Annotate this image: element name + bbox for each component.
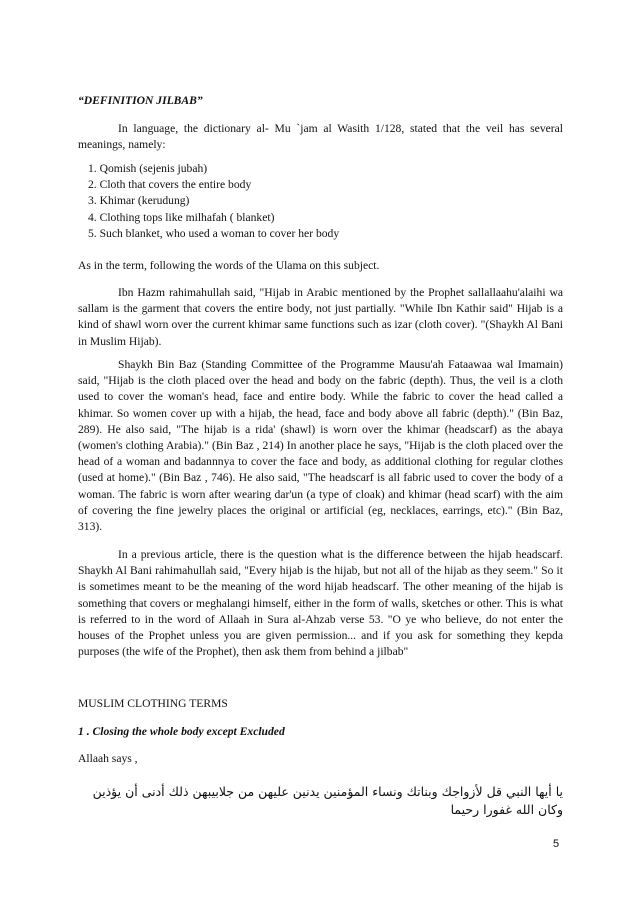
definition-heading: “DEFINITION JILBAB” xyxy=(78,94,203,107)
list-item: 3. Khimar (kerudung) xyxy=(88,194,190,208)
ibn-hazm-paragraph: Ibn Hazm rahimahullah said, "Hijab in Arabic mentioned by the Prophet sallallaahu'alaihi wa sallam is the garment that covers the entire body, not just partially. "While Ibn Kathir said" Hijab is a kind of shawl worn over the current khimar same functions such as izar (cloth cover). "(Shaykh Al Bani in Muslim Hijab). xyxy=(78,286,563,348)
list-item: 5. Such blanket, who used a woman to cover her body xyxy=(88,226,340,240)
list-item: 1. Qomish (sejenis jubah) xyxy=(88,162,208,175)
list-item: 2. Cloth that covers the entire body xyxy=(88,178,252,192)
meanings-list xyxy=(88,161,339,242)
bin-baz-paragraph: Shaykh Bin Baz (Standing Committee of the Programme Mausu'ah Fataawaa wal Imamain) said, "Hijab is the cloth placed over the head and body on the fabric (depth). Thus, the veil is a cloth used to cover the woman's head, face and entire body. While the fabric to cover the head called a khimar. So women cover up with a hijab, the head, face and body above all fabric (depth)." (Bin Baz, 289). He also said, "The hijab is a rida' (shawl) is worn over the khimar (headscarf) as the abaya (women's clothing Arabia)." (Bin Baz , 214) In another place he says, "Hijab is the cloth placed over the head of a woman and badannnya to cover the face and body, as additional clothing for regular clothes (used at home)." (Bin Baz , 746). He also said, "The headscarf is all fabric used to cover the body of a woman. The fabric is worn after wearing dar'un (a type of cloak) and khimar (head scarf) with the aim of covering the fine jewelry places the original or artificial (eg, necklaces, earrings, etc)." (Bin Baz, 313). xyxy=(78,358,563,534)
arabic-verse: يا أيها النبي قل لأزواجك وبناتك ونساء المؤمنين يدنين عليهن من جلابيبهن ذلك أدنى أن يؤذين وكان الله غفورا رحيما xyxy=(92,784,563,817)
term-line: As in the term, following the words of the Ulama on this subject. xyxy=(78,259,380,272)
list-item: 4. Clothing tops like milhafah ( blanket) xyxy=(88,210,275,224)
intro-paragraph: In language, the dictionary al- Mu `jam al Wasith 1/128, stated that the veil has several meanings, namely: xyxy=(78,122,563,152)
allaah-says-line: Allaah says , xyxy=(78,752,138,765)
subheading: 1 . Closing the whole body except Excluded xyxy=(78,725,285,738)
previous-article-paragraph: In a previous article, there is the question what is the difference between the hijab headscarf. Shaykh Al Bani rahimahullah said, "Every hijab is the hijab, but not all of the hijab as they seem." So it is sometimes meant to be the meaning of the word hijab headscarf. The other meaning of the hijab is something that covers or meghalangi himself, either in the form of walls, sketches or other. This is what is referred to in the word of Allaah in Sura al-Ahzab verse 53. "O ye who believe, do not enter the houses of the Prophet unless you are given permission... and if you ask for something they kepda purposes (the wife of the Prophet), then ask them from behind a jilbab" xyxy=(78,548,563,659)
page-number: 5 xyxy=(553,838,560,850)
section-title: MUSLIM CLOTHING TERMS xyxy=(78,697,228,710)
